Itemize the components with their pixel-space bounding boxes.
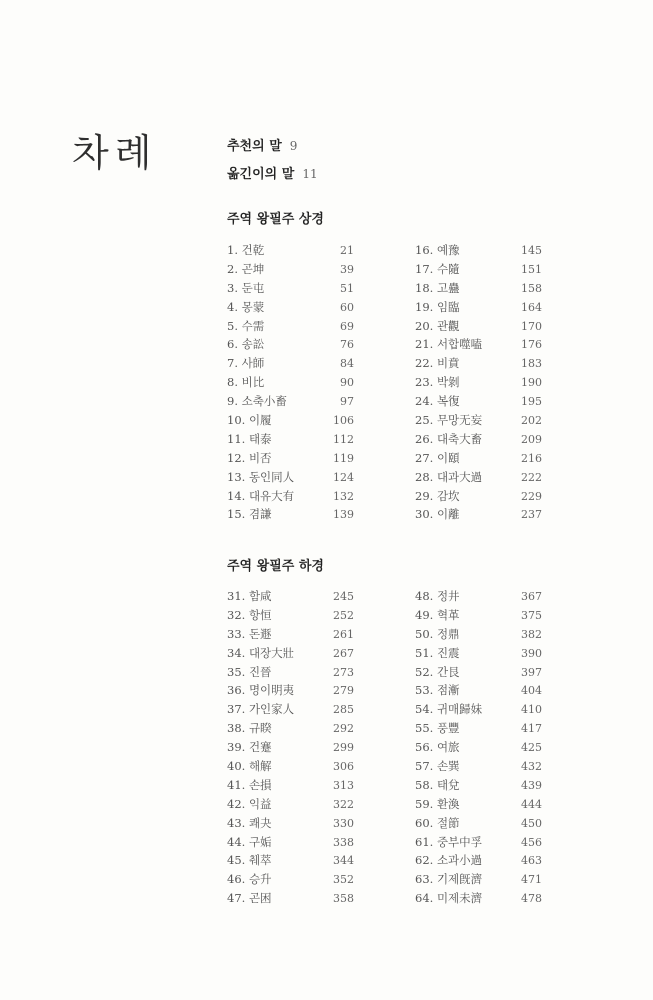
toc-entry[interactable] — [415, 625, 542, 644]
toc-entry[interactable] — [415, 776, 542, 795]
toc-entry-label: 21. 서합噬嗑 — [415, 337, 483, 352]
toc-entry[interactable] — [415, 354, 542, 373]
toc-entry-page: 444 — [521, 797, 542, 811]
toc-entry[interactable] — [415, 700, 542, 719]
toc-entry[interactable] — [227, 795, 354, 814]
toc-entry-page: 170 — [521, 319, 542, 333]
toc-entry-page: 463 — [521, 854, 542, 868]
toc-entry-page: 261 — [333, 627, 354, 641]
toc-entry-page: 183 — [521, 357, 542, 371]
toc-lower-classic — [227, 587, 542, 908]
toc-entry-label: 51. 진震 — [415, 645, 460, 660]
toc-entry-page: 158 — [521, 281, 542, 295]
toc-entry[interactable] — [227, 587, 354, 606]
toc-entry[interactable] — [415, 317, 542, 336]
toc-entry-label: 13. 동인同人 — [227, 469, 295, 484]
toc-entry[interactable] — [227, 776, 354, 795]
toc-entry[interactable] — [415, 719, 542, 738]
toc-entry[interactable] — [415, 870, 542, 889]
toc-entry[interactable] — [415, 468, 542, 487]
toc-entry-label: 32. 항恒 — [227, 607, 272, 622]
toc-entry-label: 27. 이頤 — [415, 450, 460, 465]
toc-entry-label: 50. 정鼎 — [415, 626, 460, 641]
toc-entry-label: 44. 구姤 — [227, 834, 272, 849]
toc-entry-label: 25. 무망无妄 — [415, 413, 483, 428]
toc-entry-label: 37. 가인家人 — [227, 702, 295, 717]
toc-entry[interactable] — [415, 449, 542, 468]
toc-entry-page: 299 — [333, 741, 354, 755]
toc-entry[interactable] — [227, 411, 354, 430]
toc-entry-page: 90 — [340, 376, 354, 390]
toc-entry-label: 11. 태泰 — [227, 431, 272, 446]
toc-entry-label: 23. 박剝 — [415, 375, 460, 390]
toc-entry-label: 42. 익益 — [227, 796, 272, 811]
toc-entry-label: 30. 이離 — [415, 507, 460, 522]
toc-entry-label: 52. 간艮 — [415, 664, 460, 679]
toc-entry-label: 47. 곤困 — [227, 891, 272, 906]
toc-entry[interactable] — [227, 335, 354, 354]
toc-entry-page: 252 — [333, 608, 354, 622]
toc-entry[interactable] — [415, 738, 542, 757]
toc-column-left — [227, 241, 354, 524]
toc-entry-page: 124 — [333, 470, 354, 484]
toc-entry[interactable] — [227, 298, 354, 317]
toc-entry-label: 12. 비否 — [227, 450, 272, 465]
toc-entry[interactable] — [415, 606, 542, 625]
toc-entry[interactable] — [415, 392, 542, 411]
toc-entry-label: 64. 미제未濟 — [415, 891, 483, 906]
toc-entry-page: 390 — [521, 646, 542, 660]
toc-entry[interactable] — [227, 681, 354, 700]
toc-entry-page: 106 — [333, 414, 354, 428]
toc-entry[interactable] — [415, 587, 542, 606]
front-matter-item-translator-note[interactable] — [227, 162, 318, 190]
toc-entry-label: 3. 둔屯 — [227, 280, 265, 295]
toc-entry-label: 29. 감坎 — [415, 488, 460, 503]
toc-entry-page: 132 — [333, 489, 354, 503]
toc-entry[interactable] — [227, 757, 354, 776]
toc-entry-page: 222 — [521, 470, 542, 484]
toc-entry[interactable] — [415, 814, 542, 833]
toc-entry-page: 51 — [340, 281, 354, 295]
toc-entry-label: 38. 규睽 — [227, 721, 272, 736]
toc-entry-label: 2. 곤坤 — [227, 261, 265, 276]
toc-entry[interactable] — [415, 833, 542, 852]
section-title-upper-classic: 주역 왕필주 상경 — [227, 212, 324, 227]
toc-entry[interactable] — [227, 889, 354, 908]
toc-entry-page: 450 — [521, 816, 542, 830]
toc-entry-page: 306 — [333, 760, 354, 774]
toc-entry-page: 60 — [340, 300, 354, 314]
toc-entry[interactable] — [415, 411, 542, 430]
toc-entry-page: 375 — [521, 608, 542, 622]
toc-entry-label: 4. 몽蒙 — [227, 299, 265, 314]
toc-entry[interactable] — [227, 449, 354, 468]
toc-entry-page: 39 — [340, 262, 354, 276]
toc-entry-label: 9. 소축小畜 — [227, 394, 287, 409]
toc-entry[interactable] — [227, 468, 354, 487]
toc-entry[interactable] — [415, 430, 542, 449]
toc-entry[interactable] — [227, 606, 354, 625]
front-matter — [227, 134, 318, 190]
toc-entry[interactable] — [227, 279, 354, 298]
toc-entry-label: 8. 비比 — [227, 375, 265, 390]
toc-entry-page: 119 — [333, 451, 354, 465]
toc-entry-label: 15. 겸謙 — [227, 507, 272, 522]
toc-entry-page: 456 — [521, 835, 542, 849]
toc-entry-page: 245 — [333, 590, 354, 603]
toc-entry-label: 45. 췌萃 — [227, 853, 272, 868]
toc-entry-label: 14. 대유大有 — [227, 488, 295, 503]
front-matter-page: 11 — [302, 167, 318, 181]
toc-entry-label: 62. 소과小過 — [415, 853, 483, 868]
front-matter-label: 추천의 말 — [227, 139, 282, 154]
toc-entry-page: 273 — [333, 665, 354, 679]
toc-entry-label: 53. 점漸 — [415, 683, 460, 698]
toc-entry-page: 397 — [521, 665, 542, 679]
toc-entry-page: 97 — [340, 395, 354, 409]
toc-entry-label: 41. 손損 — [227, 777, 272, 792]
toc-column-left — [227, 587, 354, 908]
toc-entry-page: 176 — [521, 338, 542, 352]
toc-entry-page: 439 — [521, 778, 542, 792]
toc-entry[interactable] — [415, 681, 542, 700]
toc-entry[interactable] — [415, 487, 542, 506]
toc-entry[interactable] — [227, 260, 354, 279]
toc-entry-page: 164 — [521, 300, 542, 314]
toc-entry-page: 237 — [521, 508, 542, 522]
toc-entry[interactable] — [227, 241, 354, 260]
toc-entry[interactable] — [227, 700, 354, 719]
toc-entry-page: 145 — [521, 244, 542, 257]
toc-entry-page: 190 — [521, 376, 542, 390]
toc-entry-page: 267 — [333, 646, 354, 660]
toc-entry-label: 57. 손巽 — [415, 759, 460, 774]
toc-entry-page: 338 — [333, 835, 354, 849]
toc-entry[interactable] — [227, 505, 354, 524]
toc-entry-label: 63. 기제旣濟 — [415, 872, 483, 887]
toc-entry-page: 478 — [521, 892, 542, 906]
toc-entry-label: 46. 승升 — [227, 872, 272, 887]
front-matter-item-recommendation[interactable] — [227, 134, 318, 162]
toc-entry-label: 1. 건乾 — [227, 243, 265, 257]
toc-entry[interactable] — [227, 644, 354, 663]
toc-entry-page: 352 — [333, 873, 354, 887]
toc-entry[interactable] — [415, 241, 542, 260]
toc-entry[interactable] — [415, 889, 542, 908]
toc-entry-page: 425 — [521, 741, 542, 755]
toc-entry-page: 313 — [333, 778, 354, 792]
toc-entry-label: 55. 풍豐 — [415, 721, 460, 736]
toc-entry-label: 31. 함咸 — [227, 589, 272, 603]
toc-entry[interactable] — [415, 663, 542, 682]
toc-entry[interactable] — [227, 430, 354, 449]
toc-entry[interactable] — [415, 795, 542, 814]
toc-entry-label: 34. 대장大壯 — [227, 645, 295, 660]
toc-entry-page: 382 — [521, 627, 542, 641]
toc-entry-label: 43. 쾌夬 — [227, 815, 272, 830]
toc-entry-page: 285 — [333, 703, 354, 717]
toc-entry-page: 410 — [521, 703, 542, 717]
toc-entry[interactable] — [227, 814, 354, 833]
section-title-lower-classic: 주역 왕필주 하경 — [227, 559, 324, 574]
toc-entry-label: 49. 혁革 — [415, 607, 460, 622]
toc-entry[interactable] — [227, 719, 354, 738]
toc-entry-page: 76 — [340, 338, 354, 352]
toc-entry[interactable] — [227, 663, 354, 682]
toc-entry[interactable] — [415, 644, 542, 663]
toc-entry-label: 48. 정井 — [415, 589, 460, 603]
toc-upper-classic — [227, 241, 542, 524]
toc-entry-page: 344 — [333, 854, 354, 868]
toc-entry-label: 7. 사師 — [227, 356, 265, 371]
toc-entry-page: 432 — [521, 760, 542, 774]
toc-entry-page: 367 — [521, 590, 542, 603]
toc-entry-label: 35. 진晉 — [227, 664, 272, 679]
toc-entry-label: 17. 수隨 — [415, 261, 460, 276]
toc-entry-label: 22. 비賁 — [415, 356, 460, 371]
toc-entry[interactable] — [227, 373, 354, 392]
toc-entry-page: 69 — [340, 319, 354, 333]
toc-entry-page: 322 — [333, 797, 354, 811]
toc-entry-label: 5. 수需 — [227, 318, 265, 333]
toc-entry-label: 58. 태兌 — [415, 777, 460, 792]
toc-entry[interactable] — [415, 757, 542, 776]
front-matter-page: 9 — [289, 139, 298, 153]
toc-entry[interactable] — [227, 738, 354, 757]
toc-entry-page: 216 — [521, 451, 542, 465]
toc-entry-page: 279 — [333, 684, 354, 698]
toc-entry-label: 20. 관觀 — [415, 318, 460, 333]
toc-entry-page: 292 — [333, 722, 354, 736]
toc-entry-page: 112 — [333, 432, 354, 446]
toc-entry-label: 40. 해解 — [227, 759, 272, 774]
toc-entry[interactable] — [227, 392, 354, 411]
toc-entry[interactable] — [227, 870, 354, 889]
toc-entry-page: 21 — [340, 244, 354, 257]
toc-entry-page: 139 — [333, 508, 354, 522]
toc-entry[interactable] — [415, 260, 542, 279]
toc-entry-page: 209 — [521, 432, 542, 446]
toc-entry[interactable] — [415, 373, 542, 392]
toc-entry-label: 59. 환渙 — [415, 796, 460, 811]
toc-entry-label: 61. 중부中孚 — [415, 834, 483, 849]
toc-entry[interactable] — [415, 505, 542, 524]
toc-entry[interactable] — [227, 317, 354, 336]
toc-entry[interactable] — [415, 298, 542, 317]
toc-entry-page: 202 — [521, 414, 542, 428]
toc-entry-label: 19. 임臨 — [415, 299, 460, 314]
toc-entry-label: 6. 송訟 — [227, 337, 265, 352]
toc-entry[interactable] — [415, 851, 542, 870]
toc-entry-page: 229 — [521, 489, 542, 503]
toc-entry-page: 471 — [521, 873, 542, 887]
toc-entry[interactable] — [415, 335, 542, 354]
toc-entry[interactable] — [227, 851, 354, 870]
toc-entry-label: 18. 고蠱 — [415, 280, 460, 295]
toc-entry-page: 195 — [521, 395, 542, 409]
toc-entry-label: 28. 대과大過 — [415, 469, 483, 484]
toc-entry-label: 60. 절節 — [415, 815, 460, 830]
toc-entry-label: 10. 이履 — [227, 413, 272, 428]
toc-entry-page: 151 — [521, 262, 542, 276]
toc-column-right — [415, 587, 542, 908]
toc-entry[interactable] — [415, 279, 542, 298]
toc-entry[interactable] — [227, 354, 354, 373]
toc-entry-page: 330 — [333, 816, 354, 830]
toc-entry-label: 36. 명이明夷 — [227, 683, 295, 698]
toc-entry-page: 358 — [333, 892, 354, 906]
toc-entry-label: 26. 대축大畜 — [415, 431, 483, 446]
toc-entry-label: 33. 돈遯 — [227, 626, 272, 641]
toc-entry-label: 56. 여旅 — [415, 740, 460, 755]
toc-column-right — [415, 241, 542, 524]
toc-entry-page: 404 — [521, 684, 542, 698]
front-matter-label: 옮긴이의 말 — [227, 167, 295, 182]
toc-entry-label: 39. 건蹇 — [227, 740, 272, 755]
toc-entry[interactable] — [227, 625, 354, 644]
page-title: 차례 — [72, 131, 158, 175]
toc-entry-label: 54. 귀매歸妹 — [415, 702, 483, 717]
toc-entry-label: 16. 예豫 — [415, 243, 460, 257]
toc-entry[interactable] — [227, 487, 354, 506]
toc-entry-page: 84 — [340, 357, 354, 371]
toc-entry[interactable] — [227, 833, 354, 852]
toc-entry-page: 417 — [521, 722, 542, 736]
toc-entry-label: 24. 복復 — [415, 394, 460, 409]
